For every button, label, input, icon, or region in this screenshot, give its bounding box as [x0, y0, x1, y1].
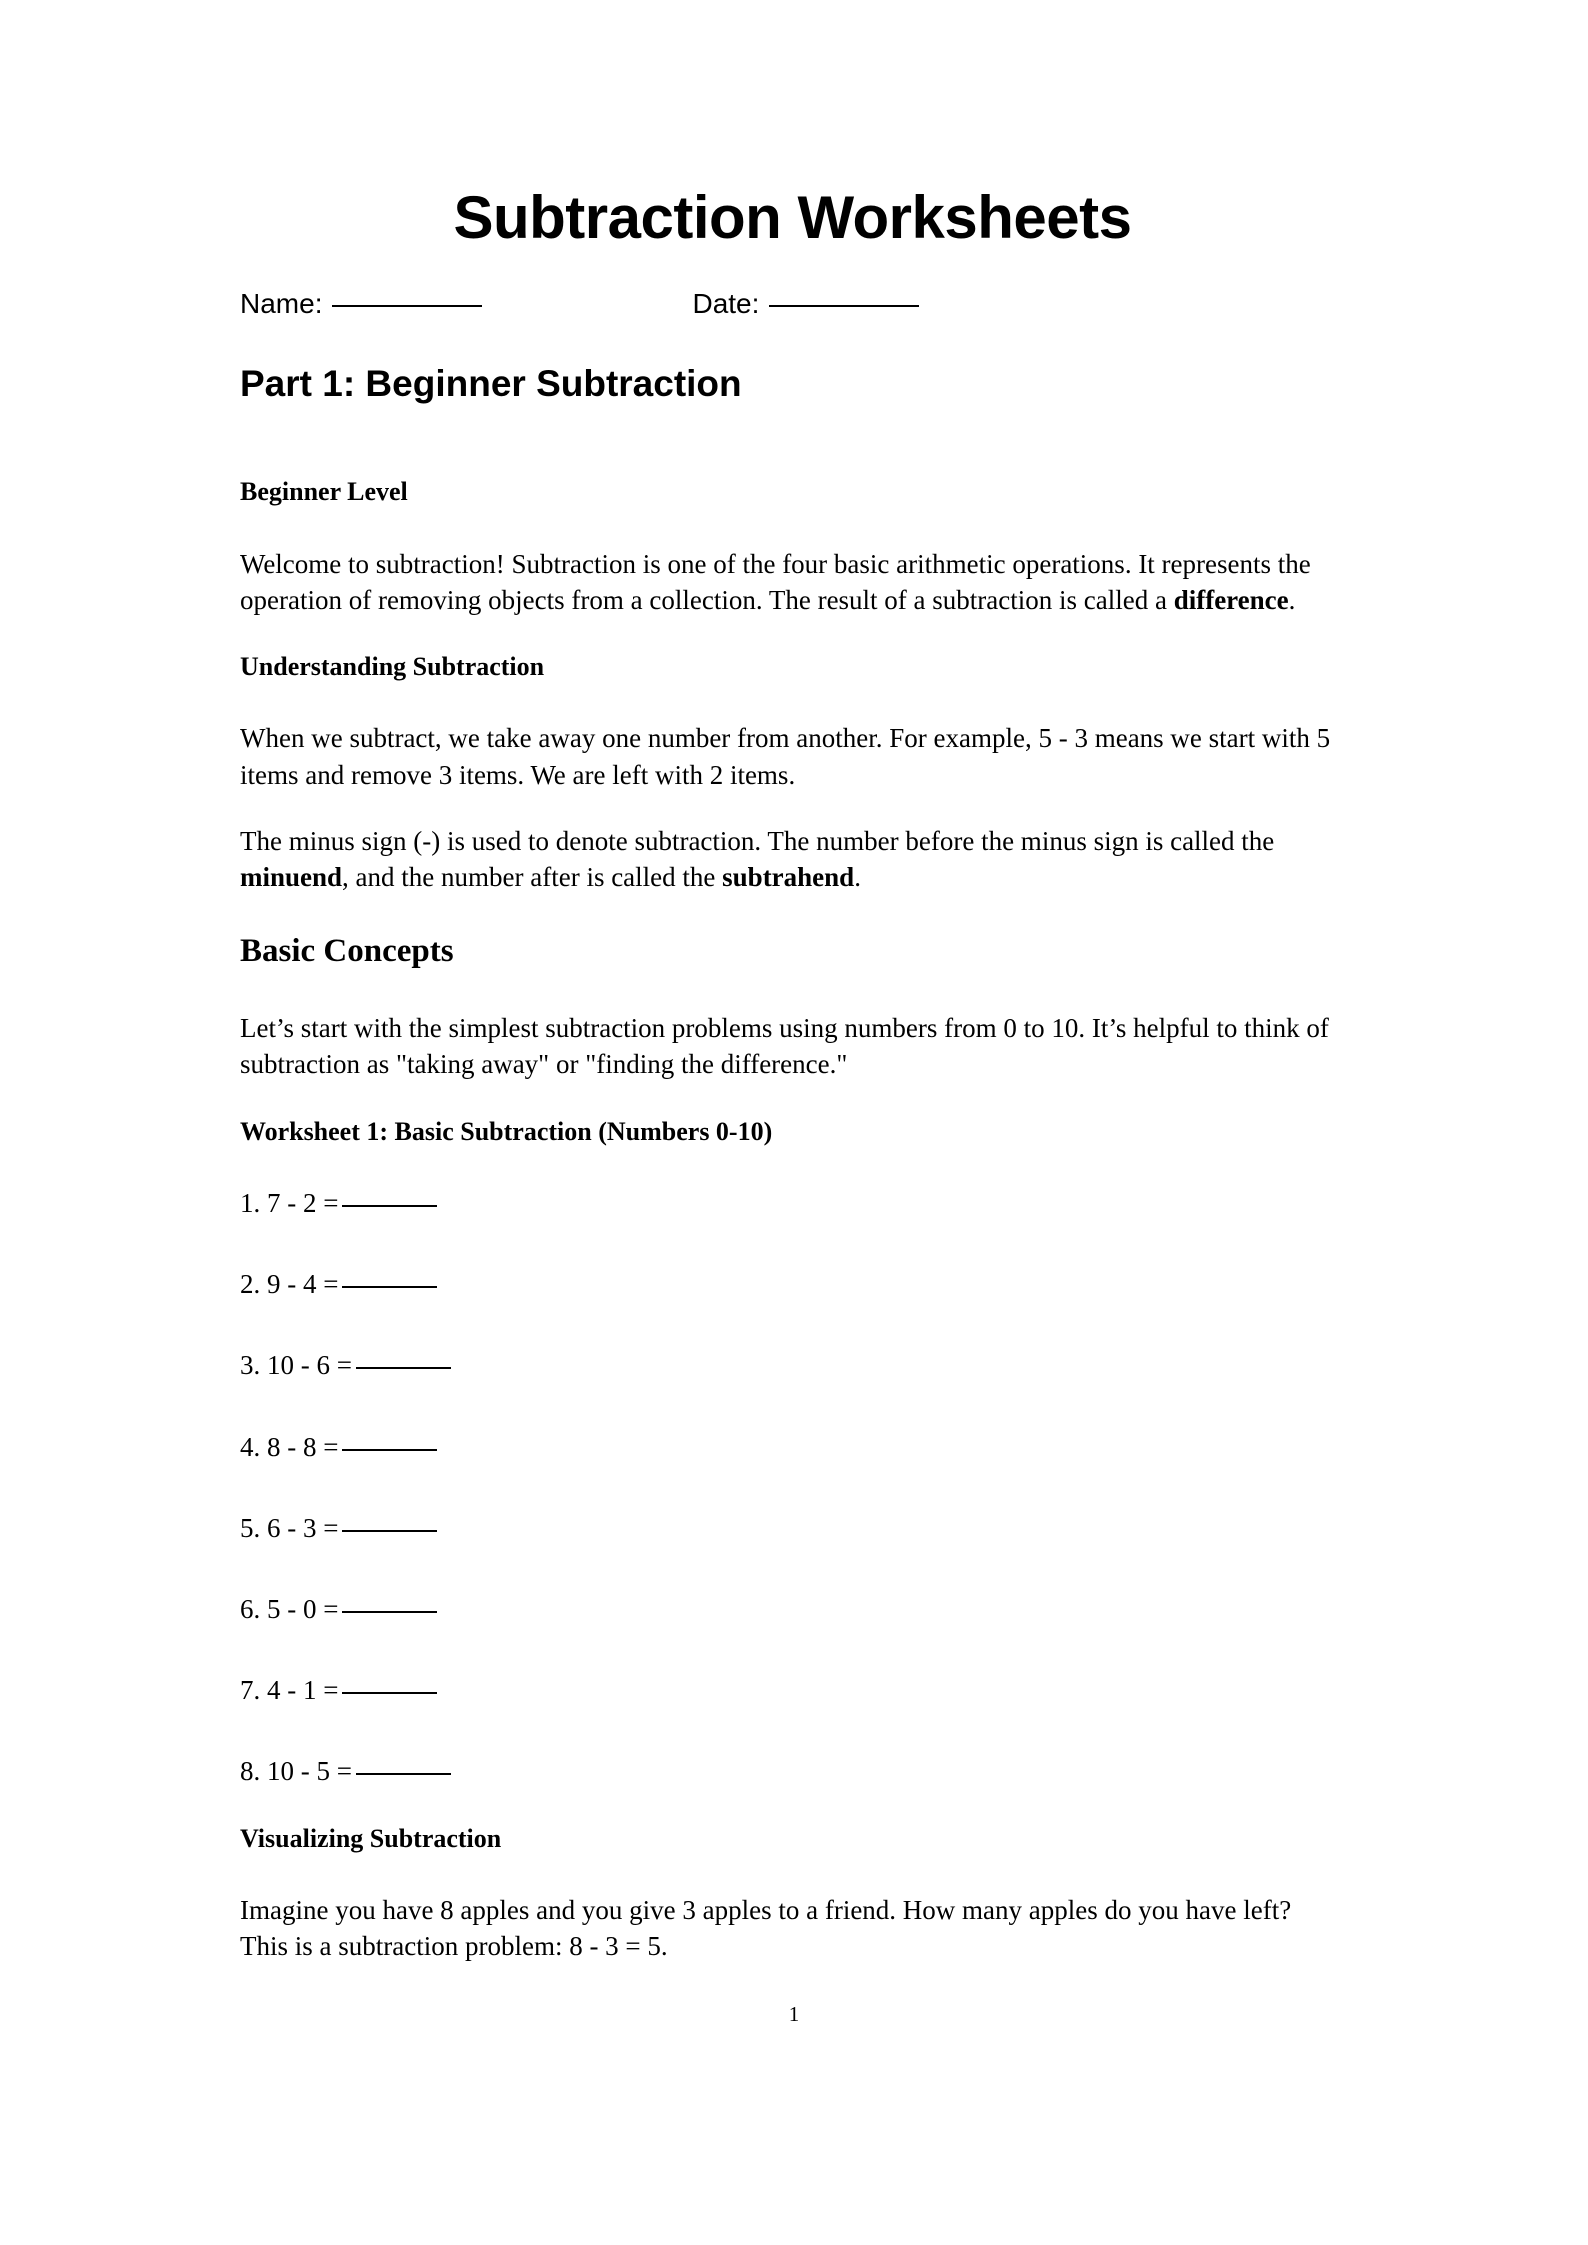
content-flow	[240, 476, 1345, 1964]
problem-expression: 8. 10 - 5 =	[240, 1756, 352, 1787]
paragraph-text: The minus sign (-) is used to denote subtraction. The number before the minus sign is called the	[240, 825, 1275, 856]
problem-expression: 4. 8 - 8 =	[240, 1431, 339, 1462]
problem-list	[240, 1185, 1345, 1789]
paragraph-understanding-2	[240, 823, 1345, 895]
term-minuend: minuend	[240, 861, 343, 892]
problem-expression: 3. 10 - 6 =	[240, 1350, 352, 1381]
answer-blank[interactable]	[342, 1610, 437, 1613]
spacer	[240, 1083, 1345, 1116]
heading-beginner-level: Beginner Level	[240, 477, 408, 506]
paragraph-text-tail: .	[1288, 584, 1296, 615]
problem-item	[240, 1429, 1345, 1465]
paragraph-text: Welcome to subtraction! Subtraction is one of the four basic arithmetic operations. It represents the operation of removing objects from a collection. The result of a subtraction is called a	[240, 548, 1311, 615]
date-field-label: Date:	[692, 288, 760, 319]
spacer	[240, 1855, 1345, 1892]
problem-expression: 5. 6 - 3 =	[240, 1512, 339, 1543]
spacer	[240, 1148, 1345, 1185]
answer-blank[interactable]	[342, 1448, 437, 1451]
student-info-row	[240, 287, 1345, 321]
spacer	[240, 972, 1345, 1010]
paragraph-understanding-1: When we subtract, we take away one number from another. For example, 5 - 3 means we start with 5 items and remove 3 items. We are left with 2 items.	[240, 723, 1331, 790]
paragraph-text-tail: .	[854, 861, 861, 892]
page-title: Subtraction Worksheets	[453, 184, 1132, 251]
answer-blank[interactable]	[342, 1285, 437, 1288]
spacer	[240, 895, 1345, 931]
spacer	[240, 1790, 1345, 1823]
paragraph-basic-concepts: Let’s start with the simplest subtraction problems using numbers from 0 to 10. It’s helpful to think of subtraction as "taking away" or "finding the difference."	[240, 1013, 1329, 1080]
term-subtrahend: subtrahend	[722, 861, 855, 892]
problem-item	[240, 1753, 1345, 1789]
name-input-blank[interactable]	[332, 304, 482, 307]
heading-visualizing-subtraction: Visualizing Subtraction	[240, 1823, 502, 1853]
problem-item	[240, 1185, 1345, 1221]
page-number: 1	[788, 2002, 800, 2026]
date-input-blank[interactable]	[769, 304, 919, 307]
spacer	[240, 793, 1345, 823]
term-difference: difference	[1173, 584, 1289, 615]
problem-item	[240, 1591, 1345, 1627]
paragraph-text-mid: , and the number after is called the	[342, 861, 723, 892]
answer-blank[interactable]	[342, 1529, 437, 1532]
paragraph-beginner-intro	[240, 546, 1345, 618]
answer-blank[interactable]	[342, 1204, 437, 1207]
heading-understanding-subtraction: Understanding Subtraction	[240, 651, 545, 681]
paragraph-visualizing: Imagine you have 8 apples and you give 3 apples to a friend. How many apples do you have left? This is a subtraction problem: 8 - 3 = 5.	[240, 1895, 1292, 1962]
problem-item	[240, 1672, 1345, 1708]
heading-basic-concepts: Basic Concepts	[240, 933, 454, 970]
heading-worksheet-1: Worksheet 1: Basic Subtraction (Numbers 0-10)	[240, 1116, 773, 1146]
spacer	[240, 509, 1345, 546]
problem-item	[240, 1266, 1345, 1302]
problem-item	[240, 1510, 1345, 1546]
problem-item	[240, 1347, 1345, 1383]
spacer	[240, 683, 1345, 720]
spacer	[240, 618, 1345, 651]
name-field-label: Name:	[240, 288, 323, 319]
problem-expression: 6. 5 - 0 =	[240, 1593, 339, 1624]
problem-expression: 1. 7 - 2 =	[240, 1188, 339, 1219]
problem-expression: 7. 4 - 1 =	[240, 1675, 339, 1706]
part-heading: Part 1: Beginner Subtraction	[240, 363, 742, 404]
problem-expression: 2. 9 - 4 =	[240, 1269, 339, 1300]
answer-blank[interactable]	[356, 1772, 451, 1775]
answer-blank[interactable]	[342, 1691, 437, 1694]
answer-blank[interactable]	[356, 1366, 451, 1369]
